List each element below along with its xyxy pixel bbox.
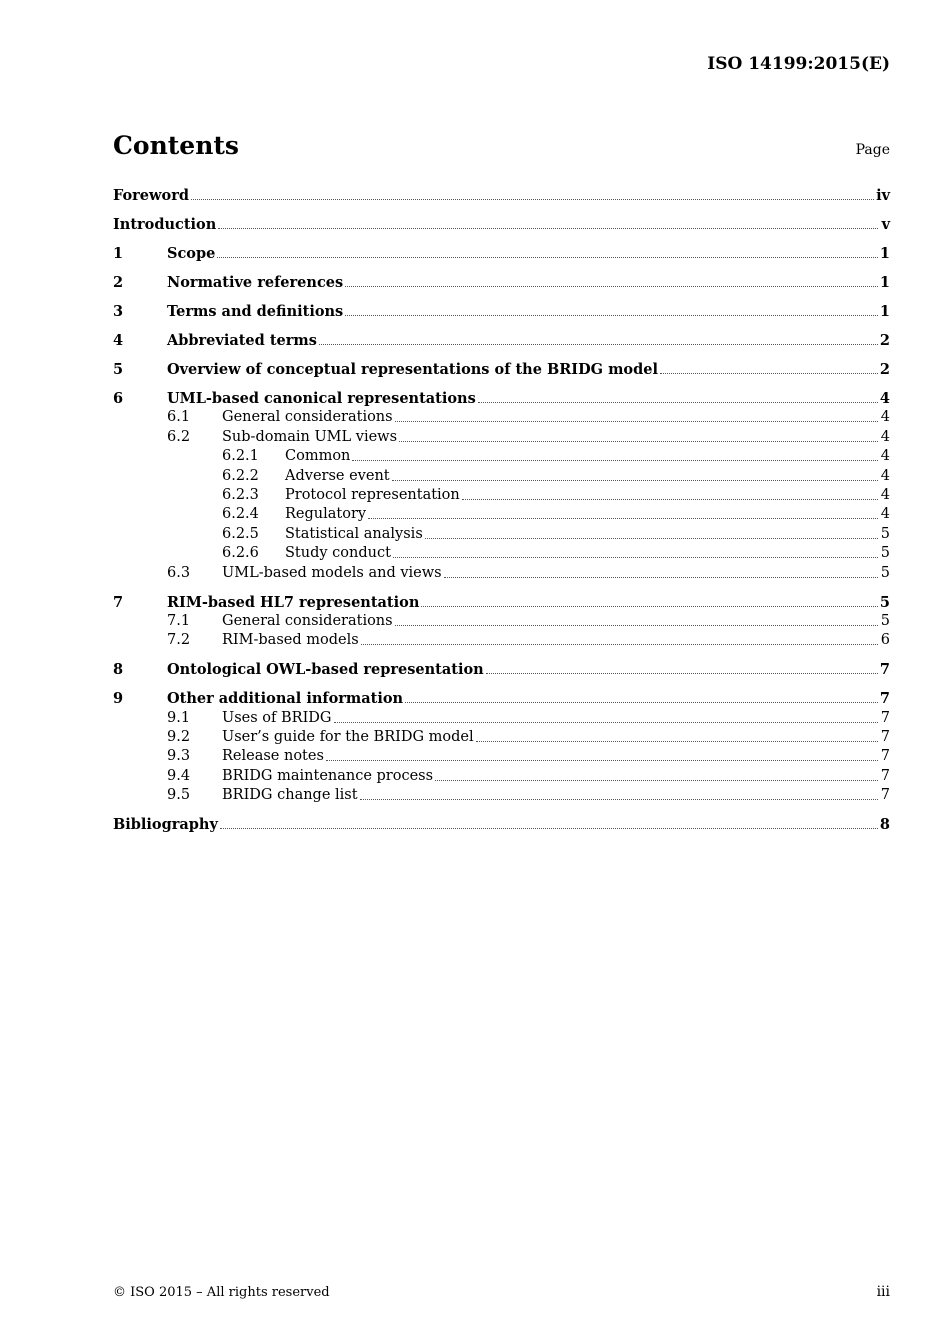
toc-entry-title: Terms and definitions — [167, 303, 344, 320]
dot-leader — [405, 702, 878, 703]
toc-entry-page: 7 — [880, 748, 890, 765]
toc-entry-page: 1 — [879, 303, 890, 320]
toc-entry-number: 6.2.6 — [222, 545, 259, 562]
dot-leader — [361, 644, 878, 645]
toc-entry-number: 9.2 — [167, 729, 191, 746]
dot-leader — [345, 286, 878, 287]
toc-entry-number: 9 — [113, 690, 124, 708]
toc-entry-title: Common — [285, 448, 351, 465]
dot-leader — [393, 557, 878, 558]
toc-entry[interactable] — [113, 486, 890, 505]
toc-entry-title: Overview of conceptual representations of the BRIDG model — [167, 361, 658, 378]
dot-leader — [435, 780, 878, 781]
toc-entry-page: 4 — [880, 486, 890, 503]
toc-entry-number: 6.2.1 — [222, 448, 259, 465]
document-id: ISO 14199:2015(E) — [707, 54, 890, 74]
dot-leader — [476, 741, 878, 742]
toc-entry-page: 4 — [880, 467, 890, 484]
toc-entry-number: 6.2.2 — [222, 467, 259, 484]
toc-entry-number: 6.2.3 — [222, 486, 259, 503]
toc-entry-number: 2 — [113, 274, 124, 291]
toc-entry[interactable] — [113, 688, 890, 708]
toc-entry-title: Statistical analysis — [285, 525, 423, 542]
toc-entry-title: Ontological OWL-based representation — [167, 661, 484, 679]
toc-entry-title: Introduction — [113, 216, 217, 233]
toc-entry-page: 1 — [879, 245, 890, 262]
toc-entry[interactable] — [113, 563, 890, 582]
toc-entry-title: Scope — [167, 245, 216, 262]
toc-entry-title: Sub-domain UML views — [222, 428, 398, 445]
toc-entry[interactable] — [113, 766, 890, 785]
dot-leader — [218, 228, 878, 229]
toc-entry-title: RIM-based models — [222, 632, 359, 649]
toc-entry-page: 7 — [880, 767, 890, 784]
toc-entry-number: 6.2 — [167, 428, 191, 445]
toc-entry-page: 7 — [879, 661, 890, 679]
toc-entry-title: Other additional information — [167, 690, 404, 708]
toc-entry-page: 2 — [879, 361, 890, 378]
table-of-contents — [113, 185, 890, 834]
dot-leader — [217, 257, 878, 258]
dot-leader — [368, 518, 878, 519]
toc-entry-page: 7 — [880, 729, 890, 746]
toc-entry-title: General considerations — [222, 409, 393, 426]
toc-entry[interactable] — [113, 708, 890, 727]
toc-entry-number: 9.5 — [167, 787, 191, 804]
toc-entry-title: Foreword — [113, 187, 189, 204]
toc-entry-title: Abbreviated terms — [167, 332, 317, 349]
toc-entry-page: 2 — [879, 332, 890, 349]
toc-entry-title: Protocol representation — [285, 486, 460, 503]
toc-entry[interactable] — [113, 524, 890, 543]
toc-entry-title: User’s guide for the BRIDG model — [222, 729, 474, 746]
dot-leader — [345, 315, 878, 316]
toc-entry-page: 7 — [879, 690, 890, 708]
toc-entry-number: 6.1 — [167, 409, 191, 426]
toc-entry-number: 4 — [113, 332, 124, 349]
toc-entry[interactable] — [113, 747, 890, 766]
toc-entry-page: 5 — [880, 525, 890, 542]
toc-entry-number: 3 — [113, 303, 124, 320]
toc-entry-number: 6 — [113, 390, 124, 407]
toc-entry[interactable] — [113, 185, 890, 205]
toc-entry[interactable] — [113, 786, 890, 805]
toc-entry-number: 1 — [113, 245, 124, 262]
toc-entry-page: 1 — [879, 274, 890, 291]
toc-entry[interactable] — [113, 214, 890, 234]
toc-entry-page: iv — [876, 187, 890, 204]
dot-leader — [444, 577, 878, 578]
toc-entry[interactable] — [113, 728, 890, 747]
toc-entry-title: Bibliography — [113, 816, 218, 834]
toc-entry[interactable] — [113, 408, 890, 427]
toc-entry-title: General considerations — [222, 612, 393, 629]
toc-entry-title: Release notes — [222, 748, 324, 765]
toc-entry-number: 9.1 — [167, 709, 191, 726]
toc-entry[interactable] — [113, 466, 890, 485]
toc-entry[interactable] — [113, 659, 890, 679]
toc-entry[interactable] — [113, 612, 890, 631]
toc-entry-title: Uses of BRIDG — [222, 709, 332, 726]
toc-entry-number: 6.3 — [167, 564, 191, 581]
dot-leader — [191, 199, 874, 200]
toc-entry[interactable] — [113, 631, 890, 650]
page-column-label: Page — [855, 142, 890, 158]
toc-entry-page: 6 — [880, 632, 890, 649]
toc-entry-number: 8 — [113, 661, 124, 679]
footer-page-number: iii — [876, 1284, 890, 1300]
toc-entry-page: 4 — [880, 428, 890, 445]
toc-entry-page: 5 — [879, 593, 890, 611]
dot-leader — [478, 402, 878, 403]
toc-entry[interactable] — [113, 505, 890, 524]
dot-leader — [395, 421, 878, 422]
dot-leader — [486, 673, 878, 674]
toc-entry-title: Normative references — [167, 274, 344, 291]
toc-entry-page: 7 — [880, 787, 890, 804]
toc-entry-title: RIM-based HL7 representation — [167, 593, 420, 611]
toc-entry-number: 5 — [113, 361, 124, 378]
toc-entry-title: UML-based models and views — [222, 564, 442, 581]
toc-entry-title: Adverse event — [285, 467, 390, 484]
toc-entry[interactable] — [113, 330, 890, 350]
toc-entry-page: 5 — [880, 545, 890, 562]
dot-leader — [360, 799, 878, 800]
toc-entry-page: 4 — [880, 506, 890, 523]
toc-entry[interactable] — [113, 272, 890, 292]
toc-entry-page: 4 — [880, 409, 890, 426]
toc-entry-number: 7.1 — [167, 612, 191, 629]
toc-entry[interactable] — [113, 544, 890, 563]
dot-leader — [220, 828, 878, 829]
dot-leader — [392, 480, 878, 481]
toc-entry-page: 5 — [880, 564, 890, 581]
toc-entry[interactable] — [113, 427, 890, 446]
toc-entry-page: 4 — [879, 390, 890, 407]
dot-leader — [425, 538, 878, 539]
dot-leader — [319, 344, 878, 345]
copyright-notice: © ISO 2015 – All rights reserved — [113, 1285, 330, 1300]
toc-entry-number: 9.4 — [167, 767, 191, 784]
toc-entry-title: Regulatory — [285, 506, 367, 523]
toc-entry-page: 5 — [880, 612, 890, 629]
toc-entry[interactable] — [113, 301, 890, 321]
dot-leader — [462, 499, 878, 500]
toc-entry-number: 6.2.4 — [222, 506, 259, 523]
toc-entry[interactable] — [113, 592, 890, 612]
toc-entry-number: 9.3 — [167, 748, 191, 765]
toc-entry-title: Study conduct — [285, 545, 391, 562]
dot-leader — [660, 373, 878, 374]
toc-entry[interactable] — [113, 243, 890, 263]
dot-leader — [395, 625, 878, 626]
toc-entry-page: 8 — [879, 816, 890, 834]
toc-entry[interactable] — [113, 814, 890, 834]
toc-entry[interactable] — [113, 359, 890, 379]
toc-entry[interactable] — [113, 447, 890, 466]
dot-leader — [399, 441, 878, 442]
toc-entry-number: 6.2.5 — [222, 525, 259, 542]
toc-entry-number: 7 — [113, 593, 124, 611]
toc-entry-page: v — [881, 216, 890, 233]
dot-leader — [326, 760, 878, 761]
toc-entry-page: 7 — [880, 709, 890, 726]
toc-entry-page: 4 — [880, 448, 890, 465]
dot-leader — [352, 460, 878, 461]
page-title: Contents — [113, 131, 240, 160]
toc-entry-number: 7.2 — [167, 632, 191, 649]
toc-entry-title: BRIDG change list — [222, 787, 358, 804]
toc-entry-title: BRIDG maintenance process — [222, 767, 434, 784]
dot-leader — [334, 722, 878, 723]
toc-entry[interactable] — [113, 388, 890, 408]
dot-leader — [421, 606, 878, 607]
toc-entry-title: UML-based canonical representations — [167, 390, 476, 407]
